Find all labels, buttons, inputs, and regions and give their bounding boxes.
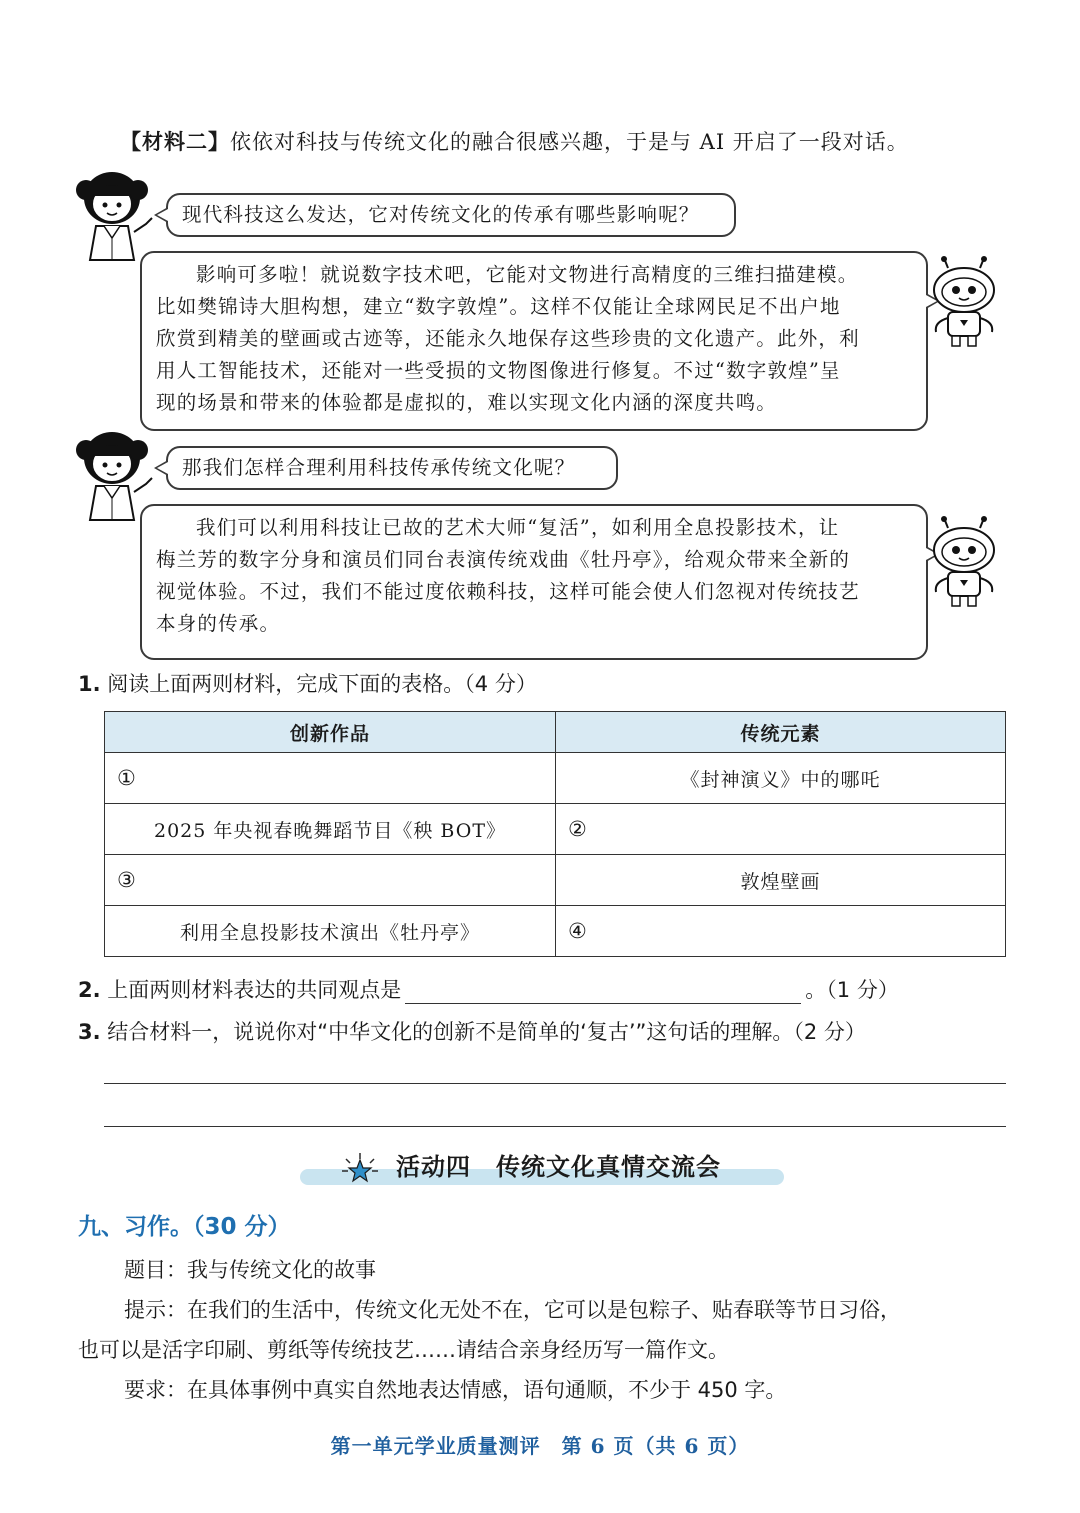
activity-title: 活动四 传统文化真情交流会 — [396, 1153, 721, 1181]
question-3-prompt: 结合材料一，说说你对“中华文化的创新不是简单的‘复古’”这句话的理解。（2 分） — [107, 1020, 866, 1044]
essay-requirement: 要求：在具体事例中真实自然地表达情感，语句通顺，不少于 450 字。 — [124, 1378, 787, 1402]
question-2 — [78, 974, 899, 1004]
star-icon — [340, 1151, 380, 1187]
answer-2-line: 视觉体验。不过，我们不能过度依赖科技，这样可能会使人们忽视对传统技艺 — [156, 580, 860, 603]
essay-hint-line: 也可以是活字印刷、剪纸等传统技艺……请结合亲身经历写一篇作文。 — [78, 1338, 729, 1362]
answer-1-line: 欣赏到精美的壁画或古迹等，还能永久地保存这些珍贵的文化遗产。此外，利 — [156, 327, 860, 350]
answer-1-line: 比如樊锦诗大胆构想，建立“数字敦煌”。这样不仅能让全球网民足不出户地 — [156, 295, 841, 318]
table-header-cell: 传统元素 — [556, 712, 1006, 753]
question-2-score: 。（1 分） — [805, 978, 899, 1002]
question-3 — [78, 1016, 866, 1046]
table-header-cell: 创新作品 — [105, 712, 556, 753]
table-header-row — [105, 712, 1006, 753]
answer-line[interactable] — [104, 1083, 1006, 1084]
page-footer: 第一单元学业质量测评 第 6 页（共 6 页） — [330, 1434, 750, 1458]
question-number: 2. — [78, 978, 101, 1002]
table-cell: 利用全息投影技术演出《牡丹亭》 — [105, 906, 556, 957]
material2-intro-text: 依依对科技与传统文化的融合很感兴趣，于是与 AI 开启了一段对话。 — [230, 130, 909, 154]
table-cell-blank[interactable]: ② — [556, 804, 1006, 855]
table-row — [105, 855, 1006, 906]
table-cell-blank[interactable]: ① — [105, 753, 556, 804]
question-number: 3. — [78, 1020, 101, 1044]
robot-avatar-icon — [924, 516, 1004, 612]
bubble-tail — [154, 207, 168, 223]
question-1-text: 现代科技这么发达，它对传统文化的传承有哪些影响呢？ — [182, 203, 700, 226]
answer-2-line: 本身的传承。 — [156, 612, 281, 635]
table-cell-blank[interactable]: ③ — [105, 855, 556, 906]
question-bubble-1 — [166, 193, 736, 237]
question-2-text: 那我们怎样合理利用科技传承传统文化呢？ — [182, 456, 576, 479]
table-cell-blank[interactable]: ④ — [556, 906, 1006, 957]
table-row — [105, 753, 1006, 804]
innovation-table — [104, 711, 1006, 957]
table-row — [105, 804, 1006, 855]
question-1 — [78, 668, 537, 698]
answer-blank[interactable] — [405, 977, 801, 1004]
answer-bubble-1 — [140, 251, 928, 431]
table-cell: 《封神演义》中的哪吒 — [556, 753, 1006, 804]
material2-intro — [120, 126, 909, 156]
essay-hint-line: 提示：在我们的生活中，传统文化无处不在，它可以是包粽子、贴春联等节日习俗， — [124, 1298, 901, 1322]
answer-2-line: 我们可以利用科技让已故的艺术大师“复活”，如利用全息投影技术，让 — [196, 516, 840, 539]
girl-avatar-icon — [72, 168, 158, 264]
activity-banner — [300, 1147, 784, 1189]
answer-line[interactable] — [104, 1126, 1006, 1127]
answer-1-line: 影响可多啦！就说数字技术吧，它能对文物进行高精度的三维扫描建模。 — [196, 263, 859, 286]
material2-label: 【材料二】 — [120, 129, 230, 154]
section-9-heading: 九、习作。（30 分） — [78, 1214, 291, 1240]
question-number: 1. — [78, 672, 101, 696]
table-cell: 2025 年央视春晚舞蹈节目《秧 BOT》 — [105, 804, 556, 855]
question-1-prompt: 阅读上面两则材料，完成下面的表格。（4 分） — [107, 672, 537, 696]
bubble-tail — [154, 460, 168, 476]
answer-bubble-2 — [140, 504, 928, 660]
table-row — [105, 906, 1006, 957]
question-bubble-2 — [166, 446, 618, 490]
essay-topic: 题目：我与传统文化的故事 — [124, 1258, 376, 1282]
answer-2-line: 梅兰芳的数字分身和演员们同台表演传统戏曲《牡丹亭》，给观众带来全新的 — [156, 548, 851, 571]
question-2-prompt: 上面两则材料表达的共同观点是 — [107, 978, 402, 1002]
table-cell: 敦煌壁画 — [556, 855, 1006, 906]
robot-avatar-icon — [924, 256, 1004, 352]
answer-1-line: 用人工智能技术，还能对一些受损的文物图像进行修复。不过“数字敦煌”呈 — [156, 359, 841, 382]
answer-1-line: 现的场景和带来的体验都是虚拟的，难以实现文化内涵的深度共鸣。 — [156, 391, 778, 414]
